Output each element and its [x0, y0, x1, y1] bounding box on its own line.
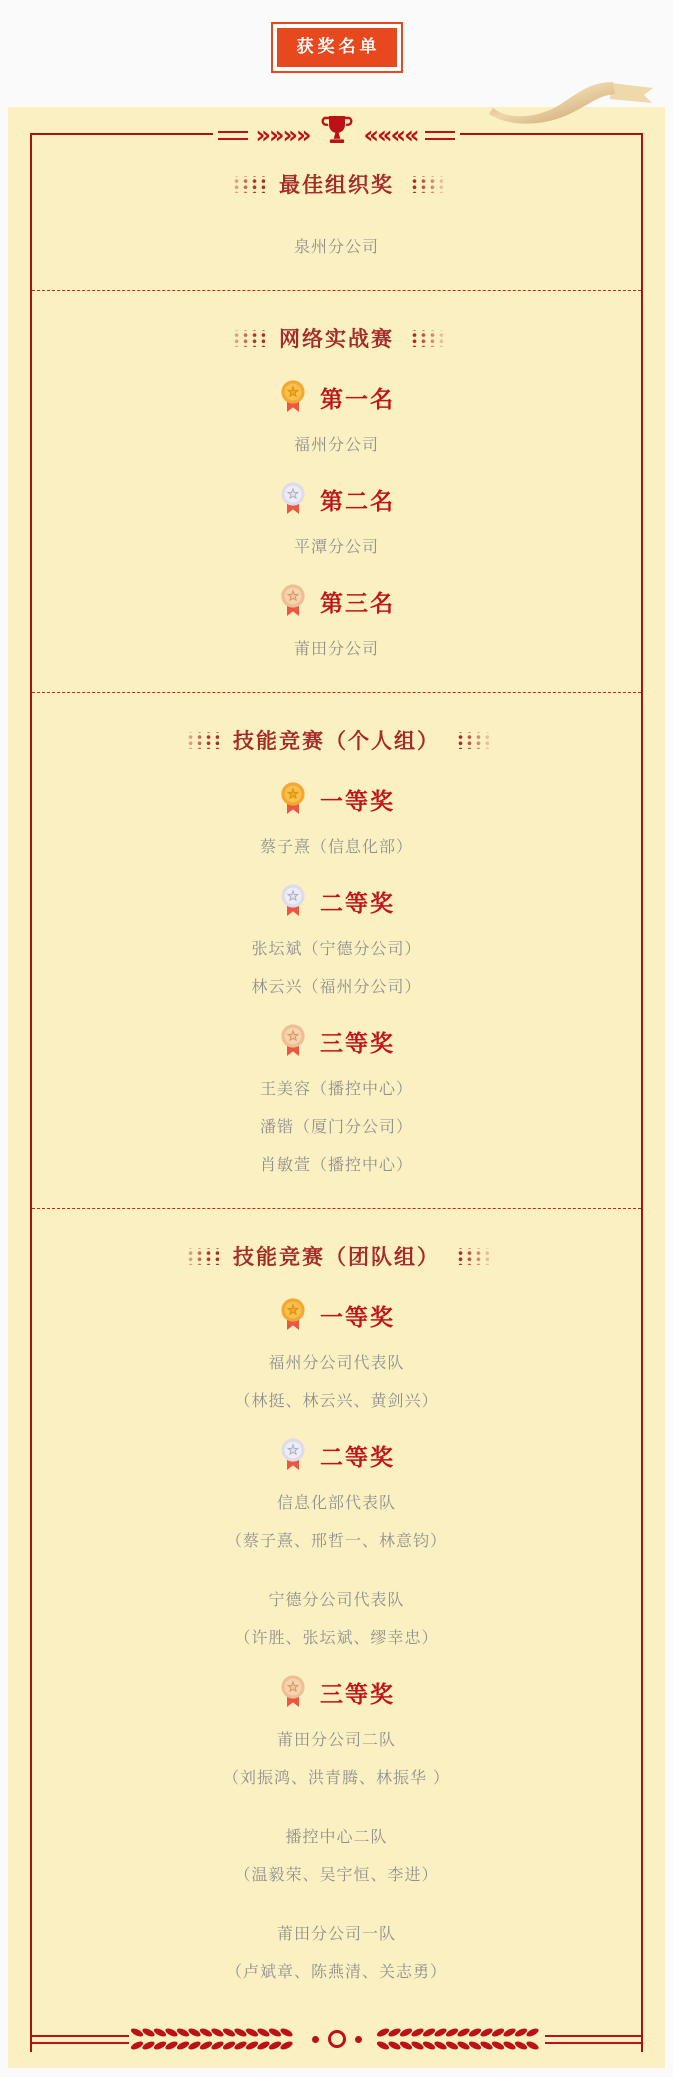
bronze-medal-icon — [278, 1023, 308, 1059]
award-third-place — [32, 583, 641, 659]
gold-medal-icon — [278, 379, 308, 415]
winner-name: 平潭分公司 — [293, 537, 379, 556]
section-title-row — [32, 725, 641, 755]
dashed-divider — [32, 290, 641, 291]
award-second-place — [32, 481, 641, 557]
winner-team-members: （蔡子熹、邢哲一、林意钧） — [225, 1531, 447, 1550]
winner-name: 潘锴（厦门分公司） — [259, 1117, 413, 1136]
double-line-icon — [545, 2035, 642, 2044]
winner-team-members: （刘振鸿、洪青腾、林振华 ） — [222, 1768, 451, 1787]
winner-team-members: （卢斌章、陈燕清、关志勇） — [225, 1962, 447, 1981]
section-title: 网络实战赛 — [279, 327, 394, 351]
section-title: 技能竞赛（团队组） — [233, 1245, 440, 1269]
award-first-prize — [32, 1297, 641, 1411]
chevron-left-icon: «««« — [363, 121, 418, 149]
winner-name: 莆田分公司 — [293, 639, 379, 658]
silver-medal-icon — [278, 1437, 308, 1473]
winner-team-name: 信息化部代表队 — [276, 1493, 396, 1512]
award-third-prize — [32, 1023, 641, 1175]
dot-grid-icon — [184, 1248, 219, 1265]
double-line-icon — [32, 2035, 129, 2044]
award-first-place — [32, 379, 641, 455]
winner-team-name: 福州分公司代表队 — [268, 1353, 405, 1372]
center-dot-icon — [355, 2036, 362, 2043]
laurel-right-pointing-icon — [129, 2026, 299, 2052]
footer-ornament — [32, 2026, 641, 2052]
inner-frame — [30, 121, 643, 2052]
award-list-banner — [271, 22, 403, 73]
winner-name: 林云兴（福州分公司） — [251, 977, 422, 996]
dot-grid-icon — [408, 176, 443, 193]
section-skill-individual — [32, 725, 641, 1175]
winner-name: 泉州分公司 — [293, 237, 379, 256]
winner-team-members: （温毅荣、吴宇恒、李进） — [234, 1865, 439, 1884]
award-third-prize — [32, 1674, 641, 1982]
silver-medal-icon — [278, 481, 308, 517]
award-label: 三等奖 — [320, 1030, 395, 1057]
dashed-divider — [32, 692, 641, 693]
gold-medal-icon — [278, 1297, 308, 1333]
winner-name: 福州分公司 — [293, 435, 379, 454]
award-panel — [8, 107, 665, 2068]
laurel-left-pointing-icon — [375, 2026, 545, 2052]
section-title: 技能竞赛（个人组） — [233, 729, 440, 753]
award-label: 一等奖 — [320, 1304, 395, 1331]
bronze-medal-icon — [278, 583, 308, 619]
award-label: 第二名 — [320, 488, 395, 515]
gold-medal-icon — [278, 781, 308, 817]
dot-grid-icon — [184, 732, 219, 749]
dashed-divider — [32, 1208, 641, 1209]
ribbon-icon — [487, 80, 657, 138]
section-title-row — [32, 323, 641, 353]
silver-medal-icon — [278, 883, 308, 919]
award-label: 二等奖 — [320, 890, 395, 917]
award-second-prize — [32, 883, 641, 997]
dot-grid-icon — [230, 176, 265, 193]
double-line-icon — [218, 131, 248, 140]
winner-name: 肖敏萱（播控中心） — [259, 1155, 413, 1174]
center-dot-icon — [312, 2036, 319, 2043]
winner-team-name: 播控中心二队 — [285, 1827, 388, 1846]
section-title-row — [32, 169, 641, 199]
award-label: 一等奖 — [320, 788, 395, 815]
award-second-prize — [32, 1437, 641, 1648]
winner-team-name: 宁德分公司代表队 — [268, 1590, 405, 1609]
award-label: 三等奖 — [320, 1681, 395, 1708]
award-label: 第一名 — [320, 386, 395, 413]
award-list-banner-label: 获奖名单 — [277, 28, 397, 67]
winner-name: 张坛斌（宁德分公司） — [251, 939, 422, 958]
dot-grid-icon — [454, 732, 489, 749]
section-title-row — [32, 1241, 641, 1271]
dot-grid-icon — [230, 330, 265, 347]
banner-area — [0, 0, 673, 73]
dot-grid-icon — [454, 1248, 489, 1265]
bronze-medal-icon — [278, 1674, 308, 1710]
winner-team-name: 莆田分公司一队 — [276, 1924, 396, 1943]
section-best-organization — [32, 169, 641, 257]
section-network-contest — [32, 323, 641, 659]
winner-team-members: （林挺、林云兴、黄剑兴） — [234, 1391, 439, 1410]
dot-grid-icon — [408, 330, 443, 347]
winner-team-name: 莆田分公司二队 — [276, 1730, 396, 1749]
award-first-prize — [32, 781, 641, 857]
winner-name: 王美容（播控中心） — [259, 1079, 413, 1098]
section-title: 最佳组织奖 — [279, 173, 394, 197]
winner-name: 蔡子熹（信息化部） — [259, 837, 413, 856]
double-line-icon — [425, 131, 455, 140]
chevron-right-icon: »»»» — [255, 121, 310, 149]
award-label: 第三名 — [320, 590, 395, 617]
winner-team-members: （许胜、张坛斌、缪幸忠） — [234, 1628, 439, 1647]
award-label: 二等奖 — [320, 1444, 395, 1471]
section-skill-team — [32, 1241, 641, 1982]
trophy-icon — [319, 112, 355, 145]
center-ring-icon — [328, 2030, 346, 2048]
